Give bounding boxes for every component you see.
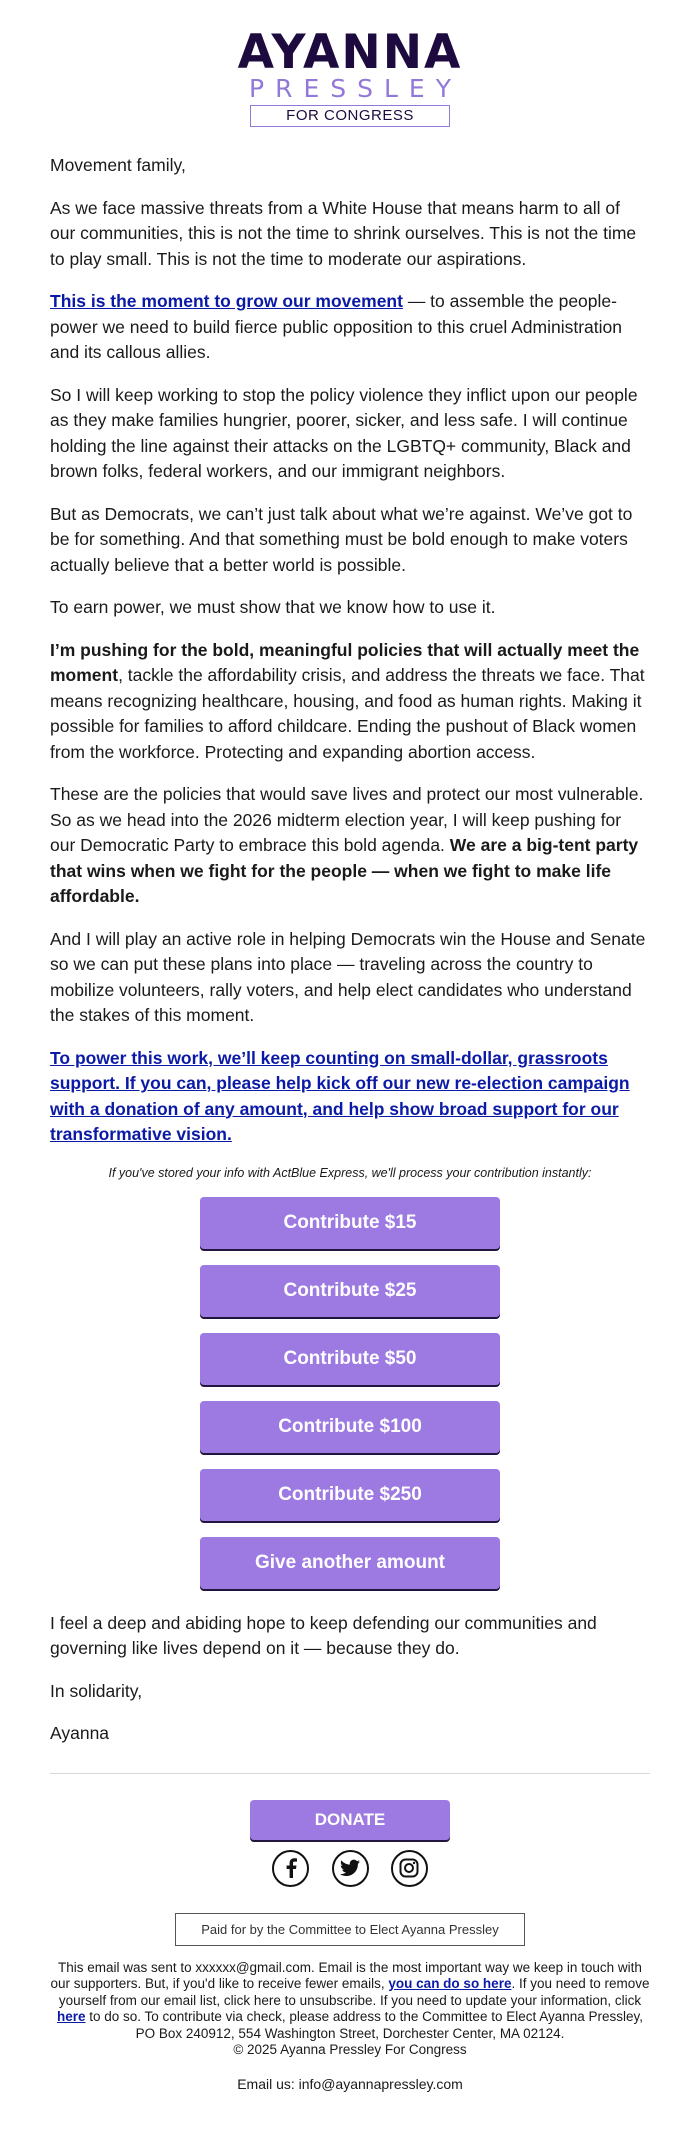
contribution-buttons [50, 1197, 650, 1589]
email-footer [50, 1960, 650, 2093]
contribute-15-button[interactable]: Contribute $15 [200, 1197, 500, 1249]
logo-surname: PRESSLEY [249, 74, 462, 103]
paid-for-disclaimer: Paid for by the Committee to Elect Ayanna Pressley [175, 1913, 525, 1946]
paragraph-6 [50, 638, 650, 766]
paragraph-1: As we face massive threats from a White House that means harm to all of our communities, this is not the time to shrink ourselves. This is not the time to play small. This is not the time to moderate our aspirations. [50, 197, 637, 269]
closing-section [50, 1611, 650, 1747]
logo-tagline: FOR CONGRESS [250, 105, 450, 127]
signature: Ayanna [50, 1723, 110, 1743]
footer-text [50, 1960, 650, 2043]
logo-first-name: AYANNA [237, 25, 463, 80]
fewer-emails-link[interactable]: you can do so here [388, 1976, 512, 1991]
donate-button[interactable]: DONATE [250, 1800, 450, 1840]
give-another-amount-button[interactable]: Give another amount [200, 1537, 500, 1589]
paragraph-7-text: These are the policies that would save lives and protect our most vulnerable. So as we head into the 2026 midterm election year, I will keep pushing for our Democratic Party to embrace this bold agenda. [50, 784, 644, 855]
campaign-logo[interactable] [50, 0, 650, 127]
update-info-link[interactable]: here [56, 2009, 86, 2024]
closing-paragraph: I feel a deep and abiding hope to keep defending our communities and governing like lives depend on it — because they do. [50, 1612, 597, 1658]
paragraph-6-bold: I’m pushing for the bold, meaningful policies that will actually meet the moment [50, 639, 640, 685]
email-container [50, 0, 650, 2092]
paragraph-3: So I will keep working to stop the policy violence they inflict upon our people as they make families hungrier, poorer, sicker, and less safe. I will continue holding the line against their attacks on the LGBTQ+ community, Black and brown folks, federal workers, and our immigrant neighbors. [50, 384, 638, 481]
paragraph-7 [50, 782, 650, 910]
contribute-50-button[interactable]: Contribute $50 [200, 1333, 500, 1385]
grow-movement-link[interactable]: This is the moment to grow our movement [50, 291, 403, 311]
contribute-250-button[interactable]: Contribute $250 [200, 1469, 500, 1521]
divider [50, 1773, 650, 1774]
contribute-25-button[interactable]: Contribute $25 [200, 1265, 500, 1317]
copyright: © 2025 Ayanna Pressley For Congress [233, 2042, 467, 2057]
footer-text-3: to do so. To contribute via check, please address to the Committee to Elect Ayanna Pressley, PO Box 240912, 554 Washington Street, Dorchester Center, MA 02124. [85, 2009, 644, 2041]
donation-appeal-link[interactable]: To power this work, we’ll keep counting on small-dollar, grassroots support. If you can, please help kick off our new re-election campaign with a donation of any amount, and help show broad support for our transformative vision. [50, 1047, 630, 1144]
greeting: Movement family, [50, 155, 186, 175]
actblue-express-note: If you've stored your info with ActBlue Express, we'll process your contribution instantly: [108, 1165, 592, 1180]
facebook-icon[interactable] [272, 1850, 309, 1887]
social-links [50, 1850, 650, 1887]
email-body [50, 153, 650, 1148]
paragraph-5: To earn power, we must show that we know how to use it. [50, 597, 496, 617]
footer-text-1: This email was sent to xxxxxx@gmail.com. Email is the most important way we keep in touch with our supporters. But, if you'd like to receive fewer emails, [50, 1959, 642, 1991]
paragraph-8: And I will play an active role in helping Democrats win the House and Senate so we can put these plans into place — traveling across the country to mobilize volunteers, rally voters, and help elect candidates who understand the stakes of this moment. [50, 928, 646, 1025]
contact-email[interactable]: Email us: info@ayannapressley.com [237, 2075, 463, 2092]
footer-text-2: . If you need to remove yourself from our email list, click here to unsubscribe. If you need to update your information, click [58, 1976, 650, 2008]
contribute-100-button[interactable]: Contribute $100 [200, 1401, 500, 1453]
twitter-icon[interactable] [332, 1850, 369, 1887]
instagram-icon[interactable] [391, 1850, 428, 1887]
signoff: In solidarity, [50, 1680, 143, 1701]
paragraph-6-text: , tackle the affordability crisis, and address the threats we face. That means recognizing healthcare, housing, and food as human rights. Making it possible for families to afford childcare. Ending the pushout of Black women from the workforce. Protecting and expanding abortion access. [50, 665, 645, 762]
paragraph-4: But as Democrats, we can’t just talk about what we’re against. We’ve got to be for something. And that something must be bold enough to make voters actually believe that a better world is possible. [50, 503, 633, 575]
paragraph-7-bold: We are a big-tent party that wins when we fight for the people — when we fight to make life affordable. [50, 835, 639, 906]
paragraph-9 [50, 1046, 650, 1148]
paragraph-2 [50, 289, 650, 366]
paragraph-2-text: — to assemble the people-power we need to build fierce public opposition to this cruel Administration and its callous allies. [50, 291, 622, 362]
